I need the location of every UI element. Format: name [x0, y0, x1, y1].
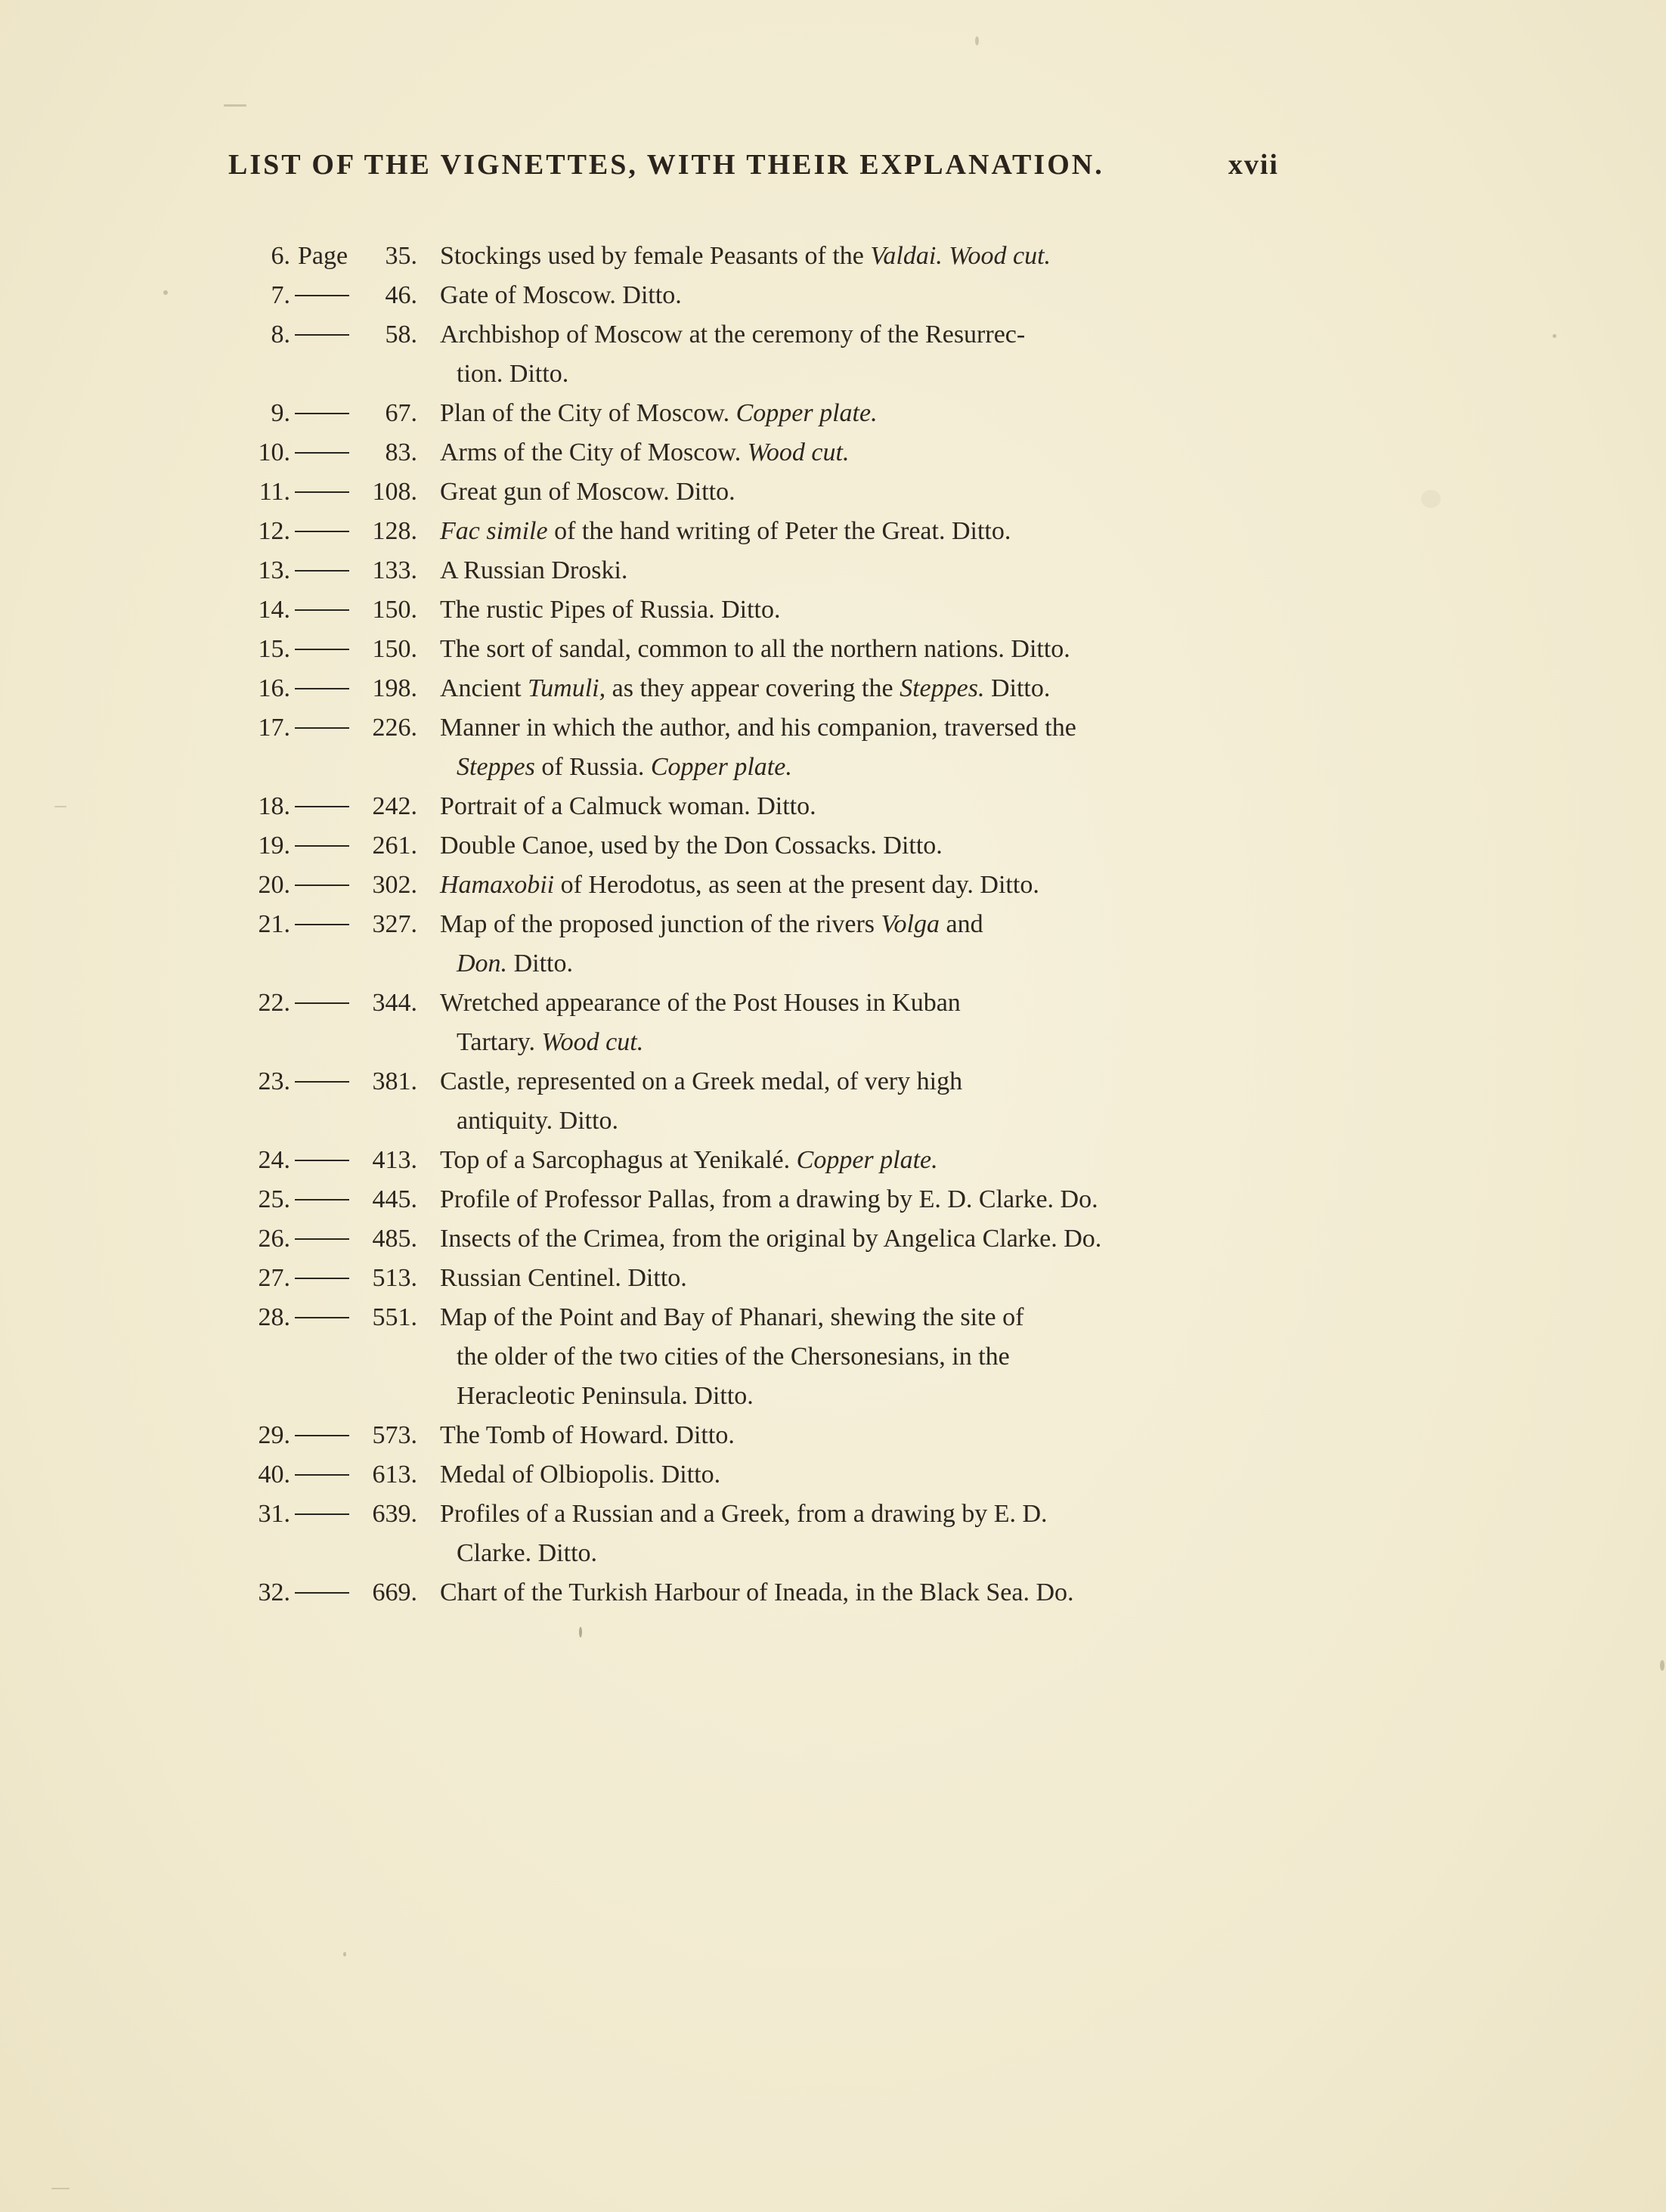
ditto-rule — [295, 1435, 349, 1436]
text-run: Double Canoe, used by the Don Cossacks. Ditto. — [440, 832, 943, 860]
entry-description — [440, 315, 1232, 394]
entry-description — [440, 237, 1232, 276]
paper-speck — [54, 806, 67, 807]
text-run: The rustic Pipes of Russia. Ditto. — [440, 596, 781, 624]
entry-number: 32. — [258, 1578, 290, 1606]
entry-description — [440, 551, 1232, 590]
vignette-entry — [227, 1259, 1232, 1298]
text-run: Ditto. — [507, 950, 573, 977]
vignette-entry — [227, 905, 1232, 984]
vignette-entry — [227, 315, 1232, 394]
entry-number: 15. — [258, 635, 290, 663]
text-run: Profile of Professor Pallas, from a drawing by E. D. Clarke. Do. — [440, 1185, 1098, 1213]
page-reference: 242. — [372, 792, 417, 820]
page-reference: 261. — [372, 832, 417, 860]
entry-description — [440, 1062, 1232, 1141]
entry-continuation — [440, 355, 1232, 394]
text-run: Castle, represented on a Greek medal, of very high — [440, 1067, 963, 1095]
entry-number: 10. — [258, 438, 290, 466]
text-run: Archbishop of Moscow at the ceremony of the Resurrec- — [440, 321, 1026, 349]
entry-number: 23. — [258, 1067, 290, 1095]
ditto-rule — [295, 845, 349, 847]
text-run: Russian Centinel. Ditto. — [440, 1264, 687, 1292]
entry-description — [440, 669, 1232, 708]
text-run: Clarke. Ditto. — [457, 1539, 598, 1567]
entry-number: 29. — [258, 1421, 290, 1449]
page-reference: 226. — [372, 714, 417, 742]
text-run: Top of a Sarcophagus at Yenikalé. — [440, 1146, 797, 1174]
entry-continuation — [440, 1534, 1232, 1573]
entry-description — [440, 708, 1232, 787]
entry-description — [440, 1141, 1232, 1180]
vignette-entry — [227, 1298, 1232, 1416]
entry-description — [440, 905, 1232, 984]
vignette-entry — [227, 787, 1232, 826]
entry-continuation — [440, 1377, 1232, 1416]
entry-description — [440, 1180, 1232, 1219]
italic-text: Fac simile — [440, 517, 548, 545]
vignette-entry — [227, 394, 1232, 433]
text-run: Chart of the Turkish Harbour of Ineada, in the Black Sea. Do. — [440, 1578, 1074, 1606]
italic-text: Don. — [457, 950, 508, 977]
ditto-rule — [295, 413, 349, 414]
vignette-entry — [227, 1180, 1232, 1219]
vignette-entry — [227, 866, 1232, 905]
entry-number: 22. — [258, 989, 290, 1017]
page-reference: 35. — [385, 242, 417, 270]
entry-number: 31. — [258, 1500, 290, 1528]
page-reference: 573. — [372, 1421, 417, 1449]
vignette-entry — [227, 237, 1232, 276]
italic-text: Hamaxobii — [440, 871, 555, 899]
paper-speck — [1421, 490, 1441, 508]
ditto-rule — [295, 1002, 349, 1004]
text-run: and — [939, 910, 983, 938]
entry-description — [440, 1455, 1232, 1495]
page-reference: 639. — [372, 1500, 417, 1528]
entry-number: 6. — [271, 242, 290, 270]
page-reference: 551. — [372, 1303, 417, 1331]
text-run: Stockings used by female Peasants of the — [440, 242, 871, 270]
text-run: The Tomb of Howard. Ditto. — [440, 1421, 735, 1449]
entry-number: 9. — [271, 399, 290, 427]
paper-speck — [579, 1627, 582, 1637]
text-run: Portrait of a Calmuck woman. Ditto. — [440, 792, 816, 820]
ditto-rule — [295, 1474, 349, 1476]
entry-number: 8. — [271, 321, 290, 349]
vignette-entry — [227, 551, 1232, 590]
page-reference: 302. — [372, 871, 417, 899]
entry-number: 18. — [258, 792, 290, 820]
ditto-rule — [295, 1199, 349, 1200]
page-reference: 108. — [372, 478, 417, 506]
entry-number: 27. — [258, 1264, 290, 1292]
entry-description — [440, 1573, 1232, 1613]
entry-continuation — [440, 944, 1232, 984]
page-reference: 46. — [385, 281, 417, 309]
entry-number: 11. — [259, 478, 290, 506]
vignette-entry — [227, 433, 1232, 472]
running-head — [228, 148, 1279, 186]
ditto-rule — [295, 727, 349, 729]
entry-description — [440, 276, 1232, 315]
ditto-rule — [295, 334, 349, 336]
paper-speck — [343, 1952, 346, 1956]
entry-description — [440, 1416, 1232, 1455]
page-reference: 67. — [385, 399, 417, 427]
entry-description — [440, 787, 1232, 826]
vignette-entry — [227, 826, 1232, 866]
entry-continuation — [440, 1023, 1232, 1062]
entry-number: 13. — [258, 556, 290, 584]
text-run: Heracleotic Peninsula. Ditto. — [457, 1382, 754, 1410]
ditto-rule — [295, 649, 349, 650]
vignette-entry — [227, 708, 1232, 787]
entry-number: 21. — [258, 910, 290, 938]
entry-description — [440, 433, 1232, 472]
ditto-rule — [295, 1317, 349, 1318]
entry-number: 12. — [258, 517, 290, 545]
text-run: A Russian Droski. — [440, 556, 628, 584]
entry-description — [440, 1495, 1232, 1573]
text-run: Arms of the City of Moscow. — [440, 438, 748, 466]
entry-number: 17. — [258, 714, 290, 742]
ditto-rule — [295, 452, 349, 454]
text-run: Map of the Point and Bay of Phanari, shewing the site of — [440, 1303, 1024, 1331]
text-run: Ancient — [440, 674, 528, 702]
page-reference: 669. — [372, 1578, 417, 1606]
entry-description — [440, 590, 1232, 630]
ditto-rule — [295, 1278, 349, 1279]
text-run: Wretched appearance of the Post Houses in Kuban — [440, 989, 961, 1017]
vignette-entry — [227, 1219, 1232, 1259]
text-run: The sort of sandal, common to all the northern nations. Ditto. — [440, 635, 1070, 663]
entry-number: 19. — [258, 832, 290, 860]
text-run: antiquity. Ditto. — [457, 1107, 619, 1135]
entry-description — [440, 472, 1232, 512]
ditto-rule — [295, 295, 349, 296]
entry-description — [440, 866, 1232, 905]
italic-text: Tumuli, — [528, 674, 606, 702]
page-reference: 198. — [372, 674, 417, 702]
paper-speck — [163, 290, 168, 295]
vignette-entry — [227, 1141, 1232, 1180]
entry-description — [440, 630, 1232, 669]
ditto-rule — [295, 570, 349, 572]
ditto-rule — [295, 1238, 349, 1240]
page-reference: 133. — [372, 556, 417, 584]
page-reference: 413. — [372, 1146, 417, 1174]
text-run: Great gun of Moscow. Ditto. — [440, 478, 735, 506]
vignette-entry — [227, 1062, 1232, 1141]
page-number: xvii — [1228, 149, 1279, 181]
paper-speck — [1660, 1660, 1664, 1671]
entry-continuation — [440, 1337, 1232, 1377]
page-reference: 344. — [372, 989, 417, 1017]
entry-description — [440, 826, 1232, 866]
text-run: Map of the proposed junction of the rivers — [440, 910, 881, 938]
entry-description — [440, 1259, 1232, 1298]
entry-description — [440, 394, 1232, 433]
vignette-entry — [227, 512, 1232, 551]
ditto-rule — [295, 884, 349, 886]
vignette-entry — [227, 590, 1232, 630]
page-reference: 445. — [372, 1185, 417, 1213]
text-run: Medal of Olbiopolis. Ditto. — [440, 1461, 721, 1489]
paper-speck — [51, 2188, 70, 2189]
entry-number: 28. — [258, 1303, 290, 1331]
ditto-rule — [295, 491, 349, 493]
entry-description — [440, 1298, 1232, 1416]
entry-description — [440, 984, 1232, 1062]
page-reference: 83. — [385, 438, 417, 466]
ditto-rule — [295, 806, 349, 807]
entry-number: 26. — [258, 1225, 290, 1253]
ditto-rule — [295, 1160, 349, 1161]
entry-continuation — [440, 748, 1232, 787]
text-run: as they appear covering the — [605, 674, 900, 702]
entry-number: 24. — [258, 1146, 290, 1174]
text-run: Insects of the Crimea, from the original by Angelica Clarke. Do. — [440, 1225, 1102, 1253]
text-run: Gate of Moscow. Ditto. — [440, 281, 682, 309]
paper-speck — [224, 104, 246, 107]
text-run: Profiles of a Russian and a Greek, from a drawing by E. D. — [440, 1500, 1048, 1528]
page-reference: 128. — [372, 517, 417, 545]
paper-speck — [1553, 334, 1556, 338]
entry-number: 7. — [271, 281, 290, 309]
entry-description — [440, 1219, 1232, 1259]
ditto-rule — [295, 1592, 349, 1594]
italic-text: Copper plate. — [650, 753, 792, 781]
text-run: of Russia. — [534, 753, 651, 781]
vignette-entry — [227, 669, 1232, 708]
page-reference: 327. — [372, 910, 417, 938]
entry-number: 25. — [258, 1185, 290, 1213]
entry-number: 40. — [258, 1461, 290, 1489]
ditto-rule — [295, 1081, 349, 1083]
text-run: of Herodotus, as seen at the present day. Ditto. — [554, 871, 1039, 899]
page-reference: 150. — [372, 596, 417, 624]
vignette-entry — [227, 984, 1232, 1062]
page-label: Page — [298, 242, 348, 270]
page-reference: 613. — [372, 1461, 417, 1489]
running-head-title: LIST OF THE VIGNETTES, WITH THEIR EXPLANATION. — [228, 149, 1104, 181]
vignette-list — [227, 237, 1232, 1613]
vignette-entry — [227, 1416, 1232, 1455]
entry-continuation — [440, 1101, 1232, 1141]
page-reference: 513. — [372, 1264, 417, 1292]
text-run: tion. Ditto. — [457, 360, 569, 388]
text-run: of the hand writing of Peter the Great. Ditto. — [547, 517, 1011, 545]
italic-text: Volga — [881, 910, 940, 938]
vignette-entry — [227, 1455, 1232, 1495]
page-reference: 150. — [372, 635, 417, 663]
ditto-rule — [295, 609, 349, 611]
ditto-rule — [295, 1513, 349, 1515]
italic-text: Copper plate. — [735, 399, 878, 427]
ditto-rule — [295, 531, 349, 532]
italic-text: Steppes. — [900, 674, 985, 702]
italic-text: Steppes — [457, 753, 535, 781]
vignette-entry — [227, 472, 1232, 512]
entry-description — [440, 512, 1232, 551]
text-run: Tartary. — [457, 1028, 542, 1056]
paper-speck — [975, 36, 979, 45]
text-run: Plan of the City of Moscow. — [440, 399, 736, 427]
italic-text: Valdai. — [870, 242, 943, 270]
text-run: Ditto. — [984, 674, 1051, 702]
vignette-entry — [227, 276, 1232, 315]
ditto-rule — [295, 924, 349, 925]
entry-number: 20. — [258, 871, 290, 899]
entry-number: 14. — [258, 596, 290, 624]
text-run: the older of the two cities of the Chersonesians, in the — [457, 1343, 1010, 1371]
vignette-entry — [227, 630, 1232, 669]
page-reference: 381. — [372, 1067, 417, 1095]
text-run: Manner in which the author, and his companion, traversed the — [440, 714, 1076, 742]
entry-number: 16. — [258, 674, 290, 702]
page-reference: 485. — [372, 1225, 417, 1253]
italic-text: Wood cut. — [747, 438, 850, 466]
italic-text: Wood cut. — [541, 1028, 644, 1056]
page-reference: 58. — [385, 321, 417, 349]
vignette-entry — [227, 1495, 1232, 1573]
ditto-rule — [295, 688, 349, 689]
vignette-entry — [227, 1573, 1232, 1613]
italic-text: Copper plate. — [796, 1146, 938, 1174]
italic-text: Wood cut. — [949, 242, 1051, 270]
